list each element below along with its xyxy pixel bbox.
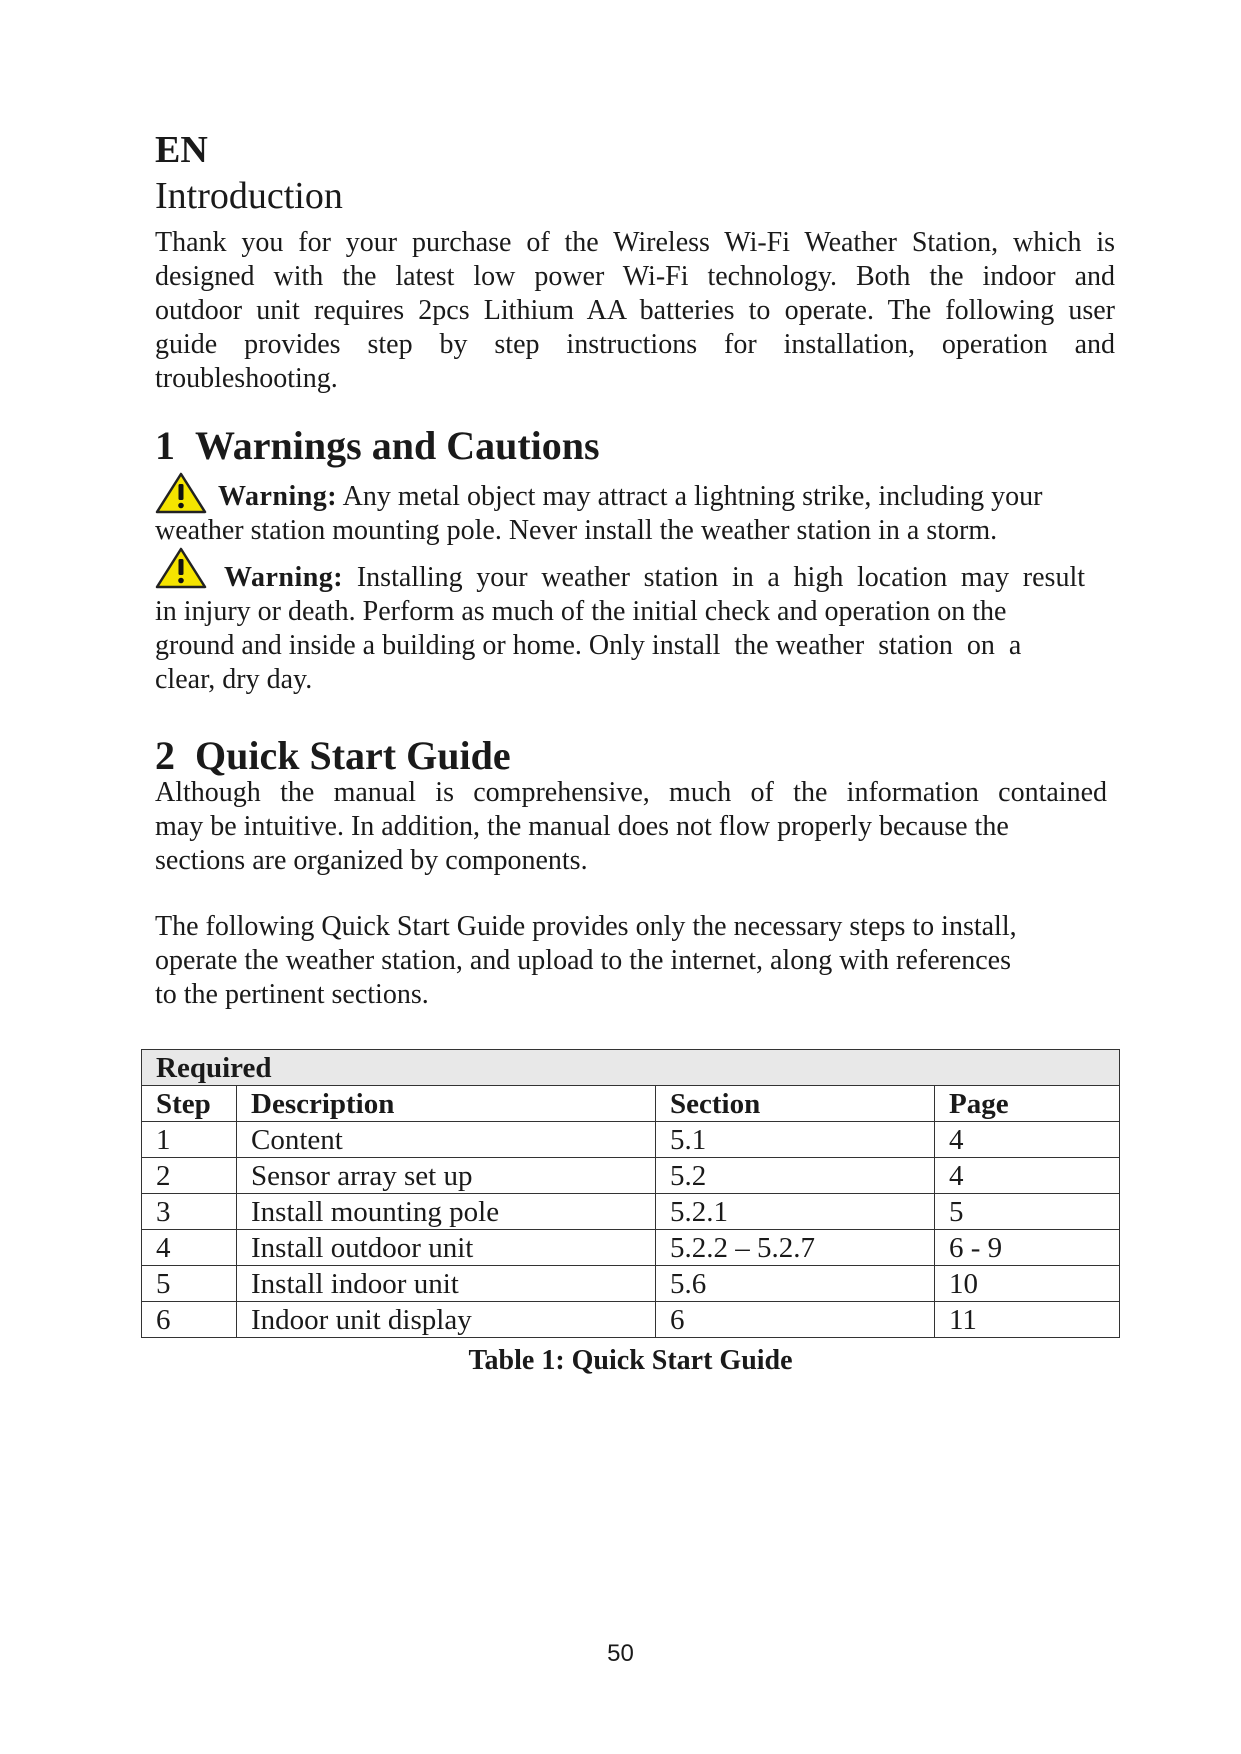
intro-line: Thank you for your purchase of the Wireless Wi-Fi Weather Station, which is xyxy=(155,227,1115,258)
table-header-row xyxy=(142,1086,1120,1122)
section-title: Quick Start Guide xyxy=(195,733,511,778)
paragraph-line: sections are organized by components. xyxy=(155,845,588,876)
page-number: 50 xyxy=(607,1640,634,1667)
table-group-header: Required xyxy=(142,1050,1120,1086)
cell-section: 5.2.1 xyxy=(656,1194,935,1230)
paragraph-line: to the pertinent sections. xyxy=(155,979,429,1010)
warning-1-paragraph xyxy=(155,480,1115,548)
cell-step: 6 xyxy=(142,1302,237,1338)
cell-section: 6 xyxy=(656,1302,935,1338)
cell-step: 5 xyxy=(142,1266,237,1302)
cell-description: Install outdoor unit xyxy=(237,1230,656,1266)
table-row xyxy=(142,1122,1120,1158)
section-number: 1 xyxy=(155,423,175,468)
cell-section: 5.2.2 – 5.2.7 xyxy=(656,1230,935,1266)
intro-line: outdoor unit requires 2pcs Lithium AA batteries to operate. The following user xyxy=(155,295,1115,326)
cell-page: 11 xyxy=(935,1302,1120,1338)
table-row xyxy=(142,1266,1120,1302)
introduction-heading: Introduction xyxy=(155,175,343,217)
cell-page: 5 xyxy=(935,1194,1120,1230)
section-1-heading xyxy=(155,423,600,469)
language-label: EN xyxy=(155,129,208,171)
paragraph-line: operate the weather station, and upload to the internet, along with references xyxy=(155,945,1011,976)
warning-2-first-line xyxy=(155,561,1085,595)
section-title: Warnings and Cautions xyxy=(195,423,600,468)
cell-section: 5.1 xyxy=(656,1122,935,1158)
section-number: 2 xyxy=(155,733,175,778)
section-2-heading xyxy=(155,733,511,779)
warning-2-text: clear, dry day. xyxy=(155,664,313,695)
cell-section: 5.2 xyxy=(656,1158,935,1194)
warning-2-text: in injury or death. Perform as much of the initial check and operation on the xyxy=(155,596,1007,627)
cell-description: Sensor array set up xyxy=(237,1158,656,1194)
intro-paragraph xyxy=(155,226,1115,396)
quick-start-table xyxy=(141,1049,1120,1338)
table-row xyxy=(142,1230,1120,1266)
cell-section: 5.6 xyxy=(656,1266,935,1302)
warning-1-text: weather station mounting pole. Never install the weather station in a storm. xyxy=(155,515,998,546)
warning-2-paragraph xyxy=(155,561,1085,697)
cell-description: Indoor unit display xyxy=(237,1302,656,1338)
cell-step: 2 xyxy=(142,1158,237,1194)
cell-page: 4 xyxy=(935,1158,1120,1194)
warning-2-text: Installing your weather station in a high location may result xyxy=(356,562,1086,593)
paragraph-line: Although the manual is comprehensive, much of the information contained xyxy=(155,777,1107,808)
quick-start-paragraph-1 xyxy=(155,776,1107,878)
column-header-page: Page xyxy=(935,1086,1120,1122)
column-header-step: Step xyxy=(142,1086,237,1122)
column-header-description: Description xyxy=(237,1086,656,1122)
cell-step: 3 xyxy=(142,1194,237,1230)
cell-page: 4 xyxy=(935,1122,1120,1158)
warning-label: Warning: xyxy=(224,562,344,593)
table-group-header-row xyxy=(142,1050,1120,1086)
warning-label: Warning: xyxy=(218,481,338,512)
paragraph-line: The following Quick Start Guide provides only the necessary steps to install, xyxy=(155,911,1017,942)
warning-1-first-line xyxy=(155,480,1115,514)
paragraph-line: may be intuitive. In addition, the manual does not flow properly because the xyxy=(155,811,1009,842)
warning-2-text: ground and inside a building or home. Only install the weather station on a xyxy=(155,630,1022,661)
table-row xyxy=(142,1302,1120,1338)
cell-page: 6 - 9 xyxy=(935,1230,1120,1266)
cell-page: 10 xyxy=(935,1266,1120,1302)
cell-description: Content xyxy=(237,1122,656,1158)
table-caption: Table 1: Quick Start Guide xyxy=(468,1345,793,1376)
cell-step: 4 xyxy=(142,1230,237,1266)
table-row xyxy=(142,1194,1120,1230)
warning-1-text: Any metal object may attract a lightning strike, including your xyxy=(342,481,1043,512)
column-header-section: Section xyxy=(656,1086,935,1122)
table-row xyxy=(142,1158,1120,1194)
intro-line: guide provides step by step instructions for installation, operation and xyxy=(155,329,1115,360)
intro-line: troubleshooting. xyxy=(155,363,338,394)
cell-description: Install indoor unit xyxy=(237,1266,656,1302)
quick-start-paragraph-2 xyxy=(155,910,1115,1012)
cell-description: Install mounting pole xyxy=(237,1194,656,1230)
intro-line: designed with the latest low power Wi-Fi technology. Both the indoor and xyxy=(155,261,1115,292)
cell-step: 1 xyxy=(142,1122,237,1158)
